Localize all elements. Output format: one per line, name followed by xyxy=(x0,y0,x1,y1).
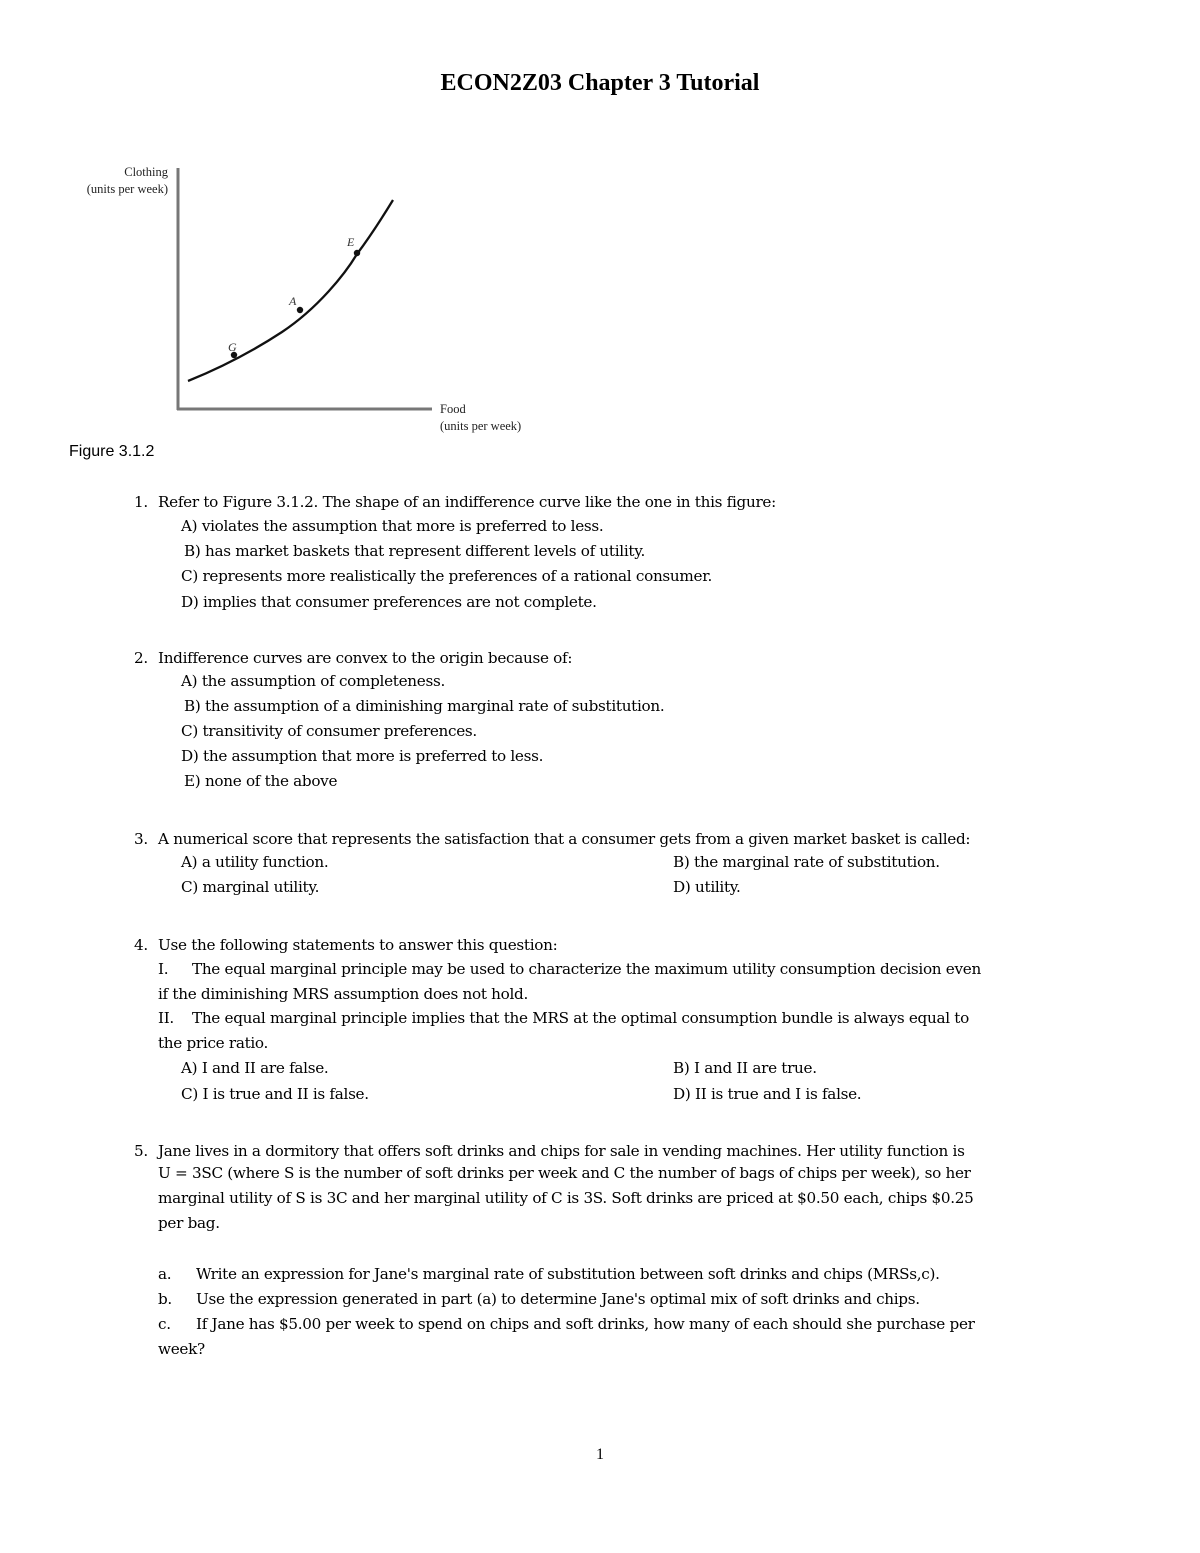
figure-svg xyxy=(60,150,560,440)
question-1 xyxy=(134,490,776,515)
q2-option-b: B) the assumption of a diminishing marginal rate of substitution. xyxy=(184,697,665,715)
q2-option-a: A) the assumption of completeness. xyxy=(181,672,445,690)
part-label: a. xyxy=(158,1265,172,1283)
q4-statement-1 xyxy=(158,960,981,978)
q4-statement-2-cont: the price ratio. xyxy=(158,1034,269,1052)
y-axis-label-line1: Clothing xyxy=(124,165,168,179)
question-text: Jane lives in a dormitory that offers soft drinks and chips for sale in vending machines. Her utility function is xyxy=(158,1142,965,1160)
question-text: A numerical score that represents the satisfaction that a consumer gets from a given market basket is called: xyxy=(158,830,971,848)
q4-option-b: B) I and II are true. xyxy=(673,1059,817,1077)
page-number: 1 xyxy=(596,1446,604,1463)
q1-option-b: B) has market baskets that represent different levels of utility. xyxy=(184,542,645,560)
q4-option-a: A) I and II are false. xyxy=(181,1059,329,1077)
question-number: 1. xyxy=(134,493,148,511)
q5-part-c xyxy=(158,1315,975,1333)
point-g-label: G xyxy=(228,340,237,354)
part-text: If Jane has $5.00 per week to spend on chips and soft drinks, how many of each should she purchase per xyxy=(196,1315,975,1333)
q5-part-a xyxy=(158,1265,940,1283)
statement-text: The equal marginal principle implies that the MRS at the optimal consumption bundle is always equal to xyxy=(192,1009,969,1027)
q4-statement-2 xyxy=(158,1009,969,1027)
point-a xyxy=(297,307,303,313)
point-e-label: E xyxy=(347,235,355,249)
x-axis-label-line1: Food xyxy=(440,402,466,416)
question-5 xyxy=(134,1139,965,1164)
q4-statement-1-cont: if the diminishing MRS assumption does not hold. xyxy=(158,985,528,1003)
figure-caption: Figure 3.1.2 xyxy=(69,443,155,460)
question-3 xyxy=(134,827,970,852)
question-text: Indifference curves are convex to the origin because of: xyxy=(158,649,573,667)
part-text: Write an expression for Jane's marginal rate of substitution between soft drinks and chips (MRSs,c). xyxy=(196,1265,940,1283)
q2-option-e: E) none of the above xyxy=(184,772,338,790)
q3-option-d: D) utility. xyxy=(673,878,741,896)
statement-label: I. xyxy=(158,960,169,978)
indifference-curve-figure xyxy=(60,150,560,440)
q4-option-d: D) II is true and I is false. xyxy=(673,1085,862,1103)
statement-label: II. xyxy=(158,1009,174,1027)
q3-option-b: B) the marginal rate of substitution. xyxy=(673,853,940,871)
question-text: Refer to Figure 3.1.2. The shape of an indifference curve like the one in this figure: xyxy=(158,493,776,511)
question-number: 5. xyxy=(134,1142,148,1160)
indifference-curve xyxy=(188,200,393,381)
q5-part-b xyxy=(158,1290,920,1308)
page-title: ECON2Z03 Chapter 3 Tutorial xyxy=(440,70,760,96)
q1-option-c: C) represents more realistically the preferences of a rational consumer. xyxy=(181,567,713,585)
part-text: Use the expression generated in part (a) to determine Jane's optimal mix of soft drinks and chips. xyxy=(196,1290,920,1308)
q3-option-a: A) a utility function. xyxy=(181,853,329,871)
x-axis-label-line2: (units per week) xyxy=(440,419,522,433)
y-axis-label-line2: (units per week) xyxy=(86,182,168,196)
question-4 xyxy=(134,933,557,958)
point-a-label: A xyxy=(289,294,297,308)
question-number: 2. xyxy=(134,649,148,667)
q5-text-line3: marginal utility of S is 3C and her marginal utility of C is 3S. Soft drinks are priced at $0.50 each, chips $0.25 xyxy=(158,1189,974,1207)
point-e xyxy=(354,250,360,256)
q5-text-line2: U = 3SC (where S is the number of soft drinks per week and C the number of bags of chips per week), so her xyxy=(158,1164,971,1182)
q4-option-c: C) I is true and II is false. xyxy=(181,1085,369,1103)
q5-part-c-cont: week? xyxy=(158,1340,205,1358)
q3-option-c: C) marginal utility. xyxy=(181,878,320,896)
question-number: 3. xyxy=(134,830,148,848)
q2-option-c: C) transitivity of consumer preferences. xyxy=(181,722,477,740)
q1-option-d: D) implies that consumer preferences are not complete. xyxy=(181,593,597,611)
statement-text: The equal marginal principle may be used to characterize the maximum utility consumption decision even xyxy=(192,960,981,978)
part-label: b. xyxy=(158,1290,172,1308)
question-text: Use the following statements to answer this question: xyxy=(158,936,558,954)
part-label: c. xyxy=(158,1315,171,1333)
q1-option-a: A) violates the assumption that more is preferred to less. xyxy=(181,517,604,535)
question-2 xyxy=(134,646,572,671)
q5-text-line4: per bag. xyxy=(158,1214,220,1232)
question-number: 4. xyxy=(134,936,148,954)
q2-option-d: D) the assumption that more is preferred to less. xyxy=(181,747,544,765)
